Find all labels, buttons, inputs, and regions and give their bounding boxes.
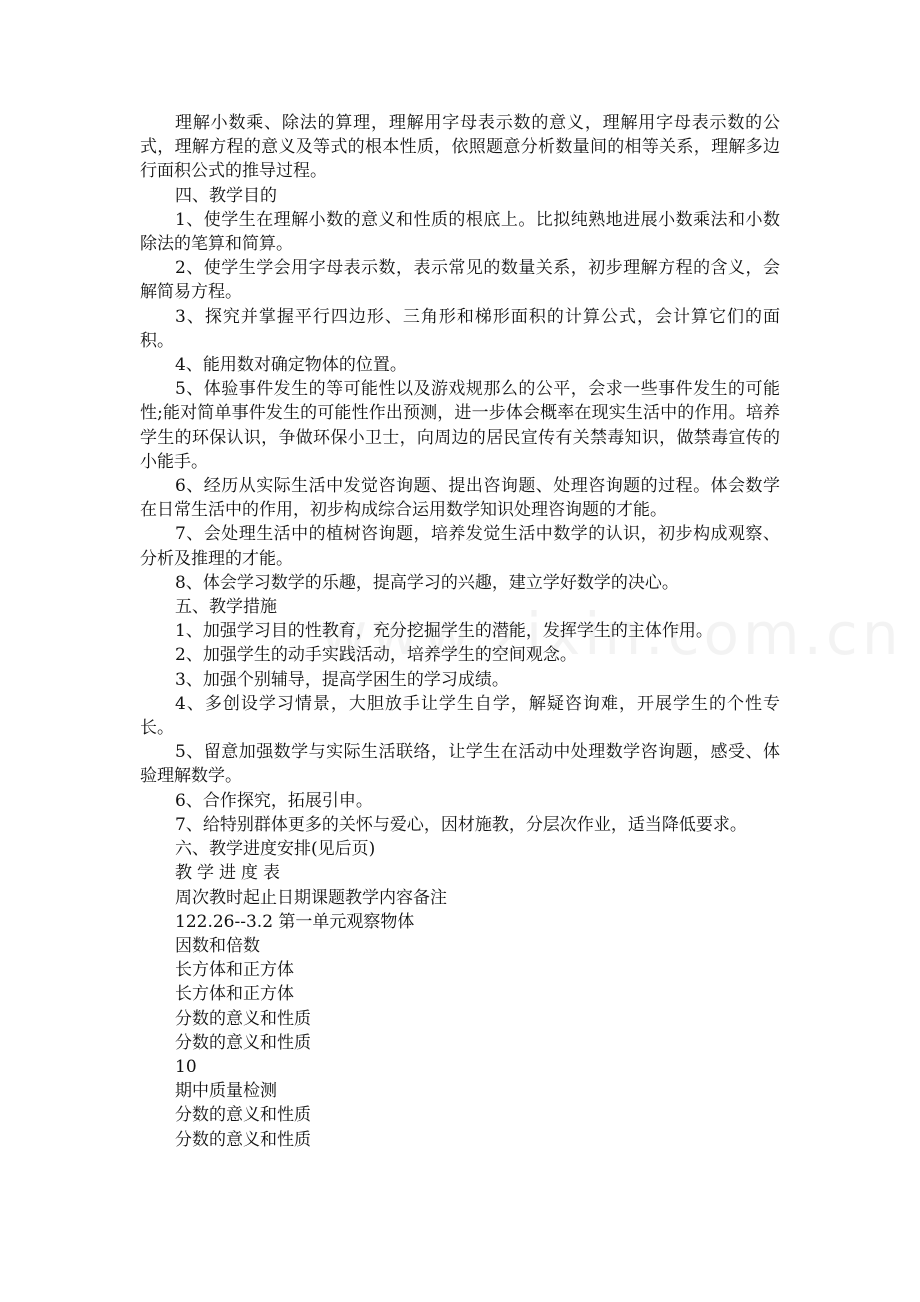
schedule-row: 长方体和正方体 [175, 984, 294, 1005]
goal-item-4: 4、能用数对确定物体的位置。 [175, 355, 407, 376]
goal-item-8: 8、体会学习数学的乐趣，提高学习的兴趣，建立学好数学的决心。 [175, 572, 679, 593]
schedule-row: 122.26--3.2 第一单元观察物体 [175, 911, 415, 932]
section-heading-schedule: 六、教学进度安排(见后页) [175, 839, 376, 860]
schedule-row: 分数的意义和性质 [175, 1032, 311, 1053]
measure-item-3: 3、加强个别辅导，提高学困生的学习成绩。 [175, 669, 509, 690]
schedule-row: 长方体和正方体 [175, 960, 294, 981]
schedule-row: 分数的意义和性质 [175, 1129, 311, 1150]
measure-item-2: 2、加强学生的动手实践活动，培养学生的空间观念。 [175, 645, 577, 666]
measure-item-5: 5、留意加强数学与实际生活联络，让学生在活动中处理数学咨询题，感受、体验理解数学。 [140, 742, 780, 787]
measure-item-7: 7、给特别群体更多的关怀与爱心，因材施教，分层次作业，适当降低要求。 [175, 814, 747, 835]
schedule-row: 10 [175, 1056, 197, 1077]
schedule-row: 分数的意义和性质 [175, 1105, 311, 1126]
schedule-row: 因数和倍数 [175, 935, 260, 956]
goal-item-5: 5、体验事件发生的等可能性以及游戏规那么的公平，会求一些事件发生的可能性;能对简单事件发生的可能性作出预测，进一步体会概率在现实生活中的作用。培养学生的环保认识，争做环保小卫士，向周边的居民宣传有关禁毒知识，做禁毒宣传的小能手。 [140, 379, 780, 472]
section-heading-goals: 四、教学目的 [175, 185, 277, 206]
goal-item-3: 3、探究并掌握平行四边形、三角形和梯形面积的计算公式，会计算它们的面积。 [140, 306, 780, 351]
document-body [140, 111, 780, 1152]
paragraph-intro: 理解小数乘、除法的算理，理解用字母表示数的意义，理解用字母表示数的公式，理解方程的意义及等式的根本性质，依照题意分析数量间的相等关系，理解多边行面积公式的推导过程。 [140, 113, 780, 182]
measure-item-1: 1、加强学习目的性教育，充分挖掘学生的潜能，发挥学生的主体作用。 [175, 621, 713, 642]
measure-item-4: 4、多创设学习情景，大胆放手让学生自学，解疑咨询难，开展学生的个性专长。 [140, 693, 780, 739]
goal-item-6: 6、经历从实际生活中发觉咨询题、提出咨询题、处理咨询题的过程。体会数学在日常生活中的作用，初步构成综合运用数学知识处理咨询题的才能。 [140, 476, 780, 521]
schedule-table-title: 教学进度表 [175, 863, 285, 884]
section-heading-measures: 五、教学措施 [175, 597, 277, 618]
schedule-row: 分数的意义和性质 [175, 1008, 311, 1029]
schedule-row: 期中质量检测 [175, 1081, 277, 1102]
schedule-table-header: 周次教时起止日期课题教学内容备注 [175, 887, 447, 908]
goal-item-1: 1、使学生在理解小数的意义和性质的根底上。比拟纯熟地进展小数乘法和小数除法的笔算和简算。 [140, 209, 780, 255]
measure-item-6: 6、合作探究，拓展引申。 [175, 790, 373, 811]
goal-item-7: 7、会处理生活中的植树咨询题，培养发觉生活中数学的认识，初步构成观察、分析及推理的才能。 [140, 524, 780, 569]
goal-item-2: 2、使学生学会用字母表示数，表示常见的数量关系，初步理解方程的含义，会解简易方程。 [140, 258, 780, 303]
